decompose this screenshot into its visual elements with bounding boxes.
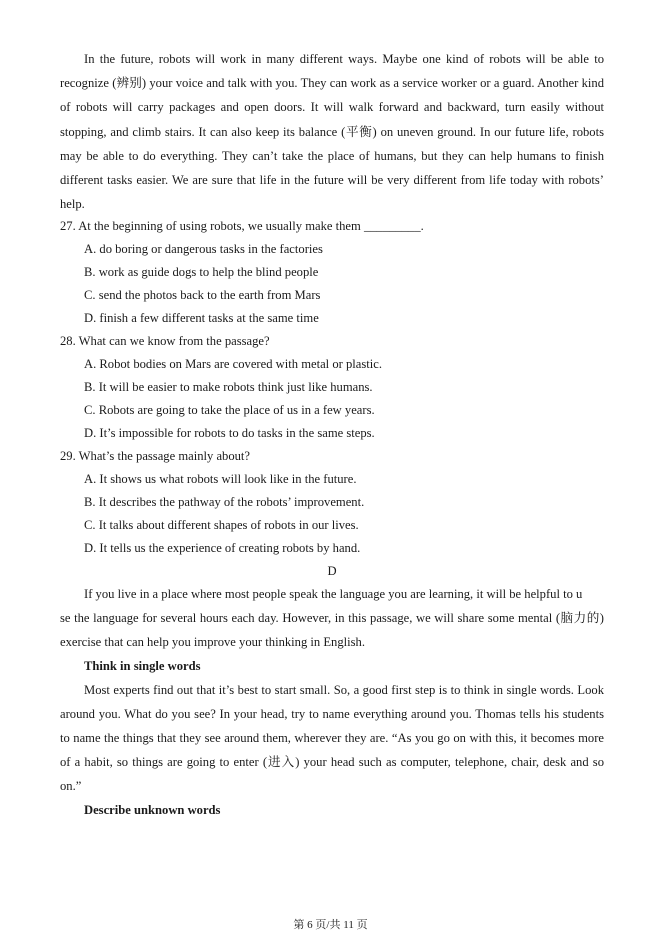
question-29 (60, 445, 604, 560)
passage-d-letter: D (327, 564, 337, 578)
question-stem: 29. What’s the passage mainly about? (60, 449, 251, 463)
passage-d-paragraph1: Most experts find out that it’s best to start small. So, a good first step is to think in single words. Look around you. What do you see? In your head, try to name everything around you. Thomas tells his students to name the things that they see around them, wherever they are. “As you go on with this, it becomes more of a habit, so things are going to enter (进入) your head such as computer, telephone, chair, desk and so on.” (60, 682, 604, 794)
question-stem: 27. At the beginning of using robots, we usually make them _________. (60, 219, 424, 233)
page-footer: 第 6 页/共 11 页 (293, 919, 368, 931)
option-b: B. It will be easier to make robots think just like humans. (84, 380, 373, 394)
option-b: B. work as guide dogs to help the blind people (84, 265, 319, 279)
question-27 (60, 215, 604, 330)
question-block (60, 215, 604, 583)
passage-d (60, 582, 604, 822)
passage-c-end (60, 47, 604, 216)
option-d: D. It’s impossible for robots to do tasks in the same steps. (84, 426, 375, 440)
section-heading-describe: Describe unknown words (84, 802, 221, 817)
passage-d-intro-line1: If you live in a place where most people speak the language you are learning, it will be helpful to u (84, 587, 583, 601)
section-heading-think: Think in single words (84, 658, 201, 673)
option-b: B. It describes the pathway of the robots’ improvement. (84, 495, 365, 509)
option-d: D. finish a few different tasks at the same time (84, 311, 319, 325)
option-a: A. It shows us what robots will look like in the future. (84, 472, 357, 486)
option-a: A. do boring or dangerous tasks in the factories (84, 242, 323, 256)
option-c: C. send the photos back to the earth from Mars (84, 288, 321, 302)
option-c: C. Robots are going to take the place of us in a few years. (84, 403, 375, 417)
option-c: C. It talks about different shapes of robots in our lives. (84, 518, 359, 532)
option-d: D. It tells us the experience of creating robots by hand. (84, 541, 361, 555)
question-28 (60, 330, 604, 445)
question-stem: 28. What can we know from the passage? (60, 334, 270, 348)
passage-c-paragraph: In the future, robots will work in many different ways. Maybe one kind of robots will be able to recognize (辨别) your voice and talk with you. They can work as a service worker or a guard. Another kind of robots will carry packages and open doors. It will walk forward and backward, turn easily without stopping, and climb stairs. It can also keep its balance (平衡) on uneven ground. In our future life, robots may be able to do everything. They can’t take the place of humans, but they can help humans to finish different tasks easier. We are sure that life in the future will be very different from life today with robots’ help. (60, 52, 604, 212)
option-a: A. Robot bodies on Mars are covered with metal or plastic. (84, 357, 382, 371)
passage-d-intro-line2: se the language for several hours each day. However, in this passage, we will share some mental (脑力的) exercise that can help you improve your thinking in English. (60, 611, 604, 650)
